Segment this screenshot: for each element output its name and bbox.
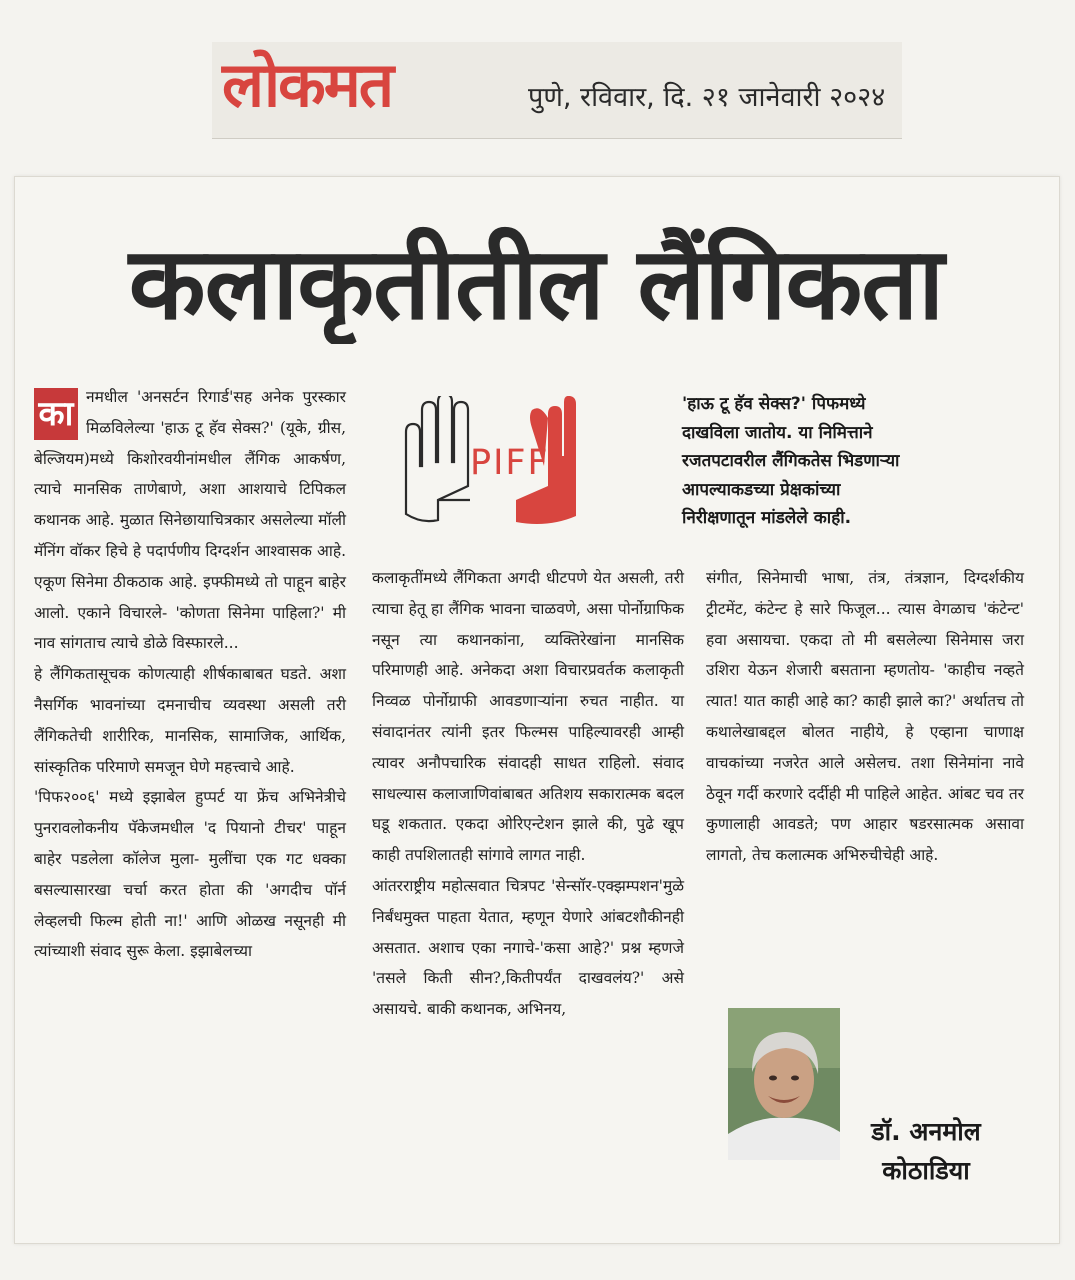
edition-dateline: पुणे, रविवार, दि. २१ जानेवारी २०२४ <box>528 82 886 113</box>
author-byline: डॉ. अनमोल कोठाडिया <box>871 1117 981 1185</box>
article-intro: 'हाऊ टू हॅव सेक्स?' पिफमध्ये दाखविला जातोय. या निमित्ताने रजतपटावरील लैंगिकतेस भिडणाऱ्या आपल्याकडच्या प्रेक्षकांच्या निरीक्षणातून मांडलेले काही. <box>682 394 900 528</box>
article-column-3: संगीत, सिनेमाची भाषा, तंत्र, तंत्रज्ञान, दिग्दर्शकीय ट्रीटमेंट, कंटेन्ट हे सारे फिजूल... त्यास वेगळाच 'कंटेन्ट' हवा असायचा. एकदा तो मी बसलेल्या सिनेमास जरा उशिरा येऊन शेजारी बसताना म्हणतोय- 'काहीच नव्हते त्यात! यात काही आहे का? काही झाले का?' अर्थातच तो कथालेखाबद्दल बोलत नाहीये, हे एव्हाना चाणाक्ष वाचकांच्या नजरेत आले असेलच. तशा सिनेमांना नावे ठेवून गर्दी करणारे दर्दीही मी पाहिले आहेत. आंबट चव तर कुणालाही आवडते; पण आहार षडरसात्मक असावा लागतो, तेच कलात्मक अभिरुचीचेही आहे. <box>706 569 1024 865</box>
newspaper-logo: लोकमत <box>222 48 393 121</box>
piff-logo-text: PIFF <box>470 443 550 483</box>
article-column-2: कलाकृतींमध्ये लैंगिकता अगदी धीटपणे येत असली, तरी त्याचा हेतू हा लैंगिक भावना चाळवणे, असा पोर्नोग्राफिक नसून त्या कथानकांना, व्यक्तिरेखांना मानसिक परिमाणही आहे. अनेकदा अशा विचारप्रवर्तक कलाकृती निव्वळ पोर्नोग्राफी आवडणाऱ्यांना रुचत नाहीत. या संवादानंतर त्यांनी इतर फिल्मस पाहिल्यावरही आम्ही त्यावर अनौपचारिक संवादही साधत राहिलो. संवाद साधल्यास कलाजाणिवांबाबत अतिशय सकारात्मक बदल घडू शकतात. एकदा ओरिएन्टेशन झाले की, पुढे खूप काही तपशिलातही सांगावे लागत नाही. आंतरराष्ट्रीय महोत्सवात चित्रपट 'सेन्सॉर-एक्झम्पशन'मुळे निर्बंधमुक्त पाहता येतात, म्हणून येणारे आंबटशौकीनही असतात. अशाच एका नगाचे-'कसा आहे?' प्रश्न म्हणजे 'तसले किती सीन?,कितीपर्यंत दाखवलंय?' असे असायचे. बाकी कथानक, अभिनय, <box>372 569 684 1019</box>
article-headline: कलाकृतीतील लैंगिकता <box>128 225 944 342</box>
drop-cap: का <box>34 388 78 440</box>
author-photo <box>728 1008 840 1160</box>
article-column-1 <box>34 382 346 967</box>
column-1-text: नमधील 'अनसर्टन रिगार्ड'सह अनेक पुरस्कार मिळविलेल्या 'हाऊ टू हॅव सेक्स?' (यूके, ग्रीस, बेल्जियम)मध्ये किशोरवयीनांमधील लैंगिक आकर्षण, त्याचे मानसिक ताणेबाणे, अशा आशयाचे टिपिकल कथानक आहे. मुळात सिनेछायाचित्रकार असलेल्या मॉली मॅनिंग वॉकर हिचे हे पदार्पणीय दिग्दर्शन आश्वासक आहे. एकूण सिनेमा ठीकठाक आहे. इफ्फीमध्ये तो पाहून बाहेर आलो. एकाने विचारले- 'कोणता सिनेमा पाहिला?' मी नाव सांगताच त्याचे डोळे विस्फारले... हे लैंगिकतासूचक कोणत्याही शीर्षकाबाबत घडते. अशा नैसर्गिक भावनांच्या दमनाचीच व्यवस्था असली तरी लैंगिकतेची शारीरिक, मानसिक, सामाजिक, आर्थिक, सांस्कृतिक परिमाणे समजून घेणे महत्त्वाचे आहे. 'पिफ२००६' मध्ये इझाबेल हुप्पर्ट या फ्रेंच अभिनेत्रीचे पुनरावलोकनीय पॅकेजमधील 'द पियानो टीचर' पाहून बाहेर पडलेला कॉलेज मुला- मुलींचा एक गट धक्का बसल्यासारखा चर्चा करत होता की 'अगदीच पॉर्न लेव्हलची फिल्म होती ना!' आणि ओळख नसूनही मी त्यांच्याशी संवाद सुरू केला. इझाबेलच्या <box>34 388 346 961</box>
